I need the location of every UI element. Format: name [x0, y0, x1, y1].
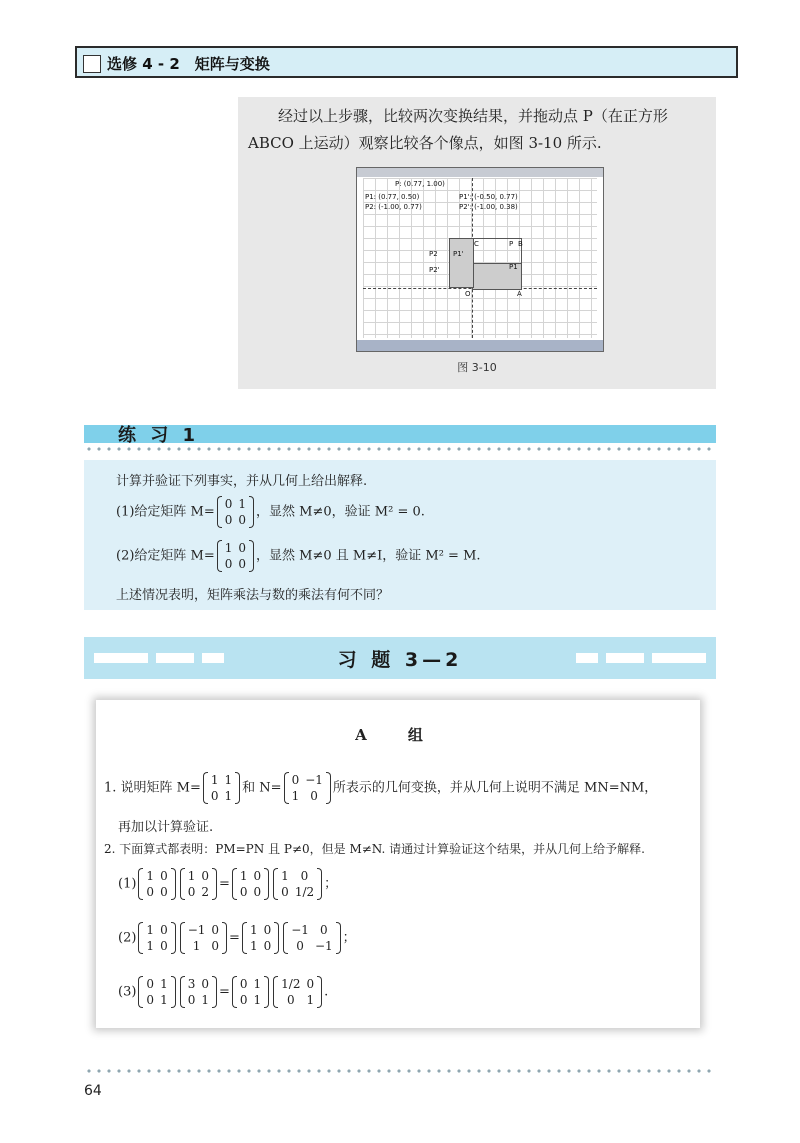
chapter-header: [75, 46, 738, 78]
item1-pre: (1)给定矩阵 M=: [116, 504, 215, 520]
page-number: 64: [84, 1083, 102, 1099]
window-titlebar: [357, 168, 603, 177]
matrix-m1: 0 1 0 0: [217, 496, 254, 528]
point-p: P: [509, 240, 514, 248]
equation-1: (1) 1 0 0 0 1 0 0 2 = 1 0 0 0 1 0 0 1/2 ；: [118, 869, 338, 899]
equation-2: (2) 1 0 1 0 −1 0 1 0 = 1 0 1 0 −1 0 0 −1 ；: [118, 923, 356, 953]
point-p1: P1: [509, 263, 518, 271]
matrix-qn: 0 −1 1 0: [284, 772, 331, 804]
practice-question: 上述情况表明，矩阵乘法与数的乘法有何不同？: [116, 588, 390, 603]
practice-title: 练 习 1: [118, 425, 200, 446]
exercise-title-bar: [84, 637, 716, 679]
dotted-divider: [84, 446, 716, 452]
label-p: P: (0.77, 1.00): [395, 180, 445, 188]
equation-3: (3) 0 1 0 1 3 0 0 1 = 0 1 0 1 1/2 0 0 1 .: [118, 977, 329, 1007]
practice-title-bar: [84, 425, 716, 446]
item2-post: ，显然 M≠0 且 M≠I，验证 M² = M.: [256, 548, 481, 564]
group-heading: A 组: [355, 726, 441, 744]
figure-caption: 图 3-10: [457, 361, 497, 374]
point-p2: P2: [429, 250, 438, 258]
matrix-qm: 1 1 0 1: [203, 772, 240, 804]
point-a: A: [517, 290, 522, 298]
point-p2-prime: P2': [429, 266, 440, 274]
label-p1: P1: (0.77, 0.50): [365, 193, 420, 201]
geometry-software-screenshot: [356, 167, 604, 352]
label-p1-prime: P1': (-0.50, 0.77): [459, 193, 518, 201]
footer-dotted-divider: [84, 1068, 716, 1074]
question-1-line-2: 再加以计算验证.: [118, 820, 214, 835]
chapter-title: 选修 4 - 2 矩阵与变换: [107, 55, 270, 73]
coordinate-grid: [363, 178, 597, 338]
item2-pre: (2)给定矩阵 M=: [116, 548, 215, 564]
point-p1-prime: P1': [453, 250, 464, 258]
point-o: O: [465, 290, 471, 298]
practice-intro: 计算并验证下列事实，并从几何上给出解释.: [116, 474, 368, 489]
point-c: C: [474, 240, 479, 248]
question-2: 2. 下面算式都表明：PM=PN 且 P≠0，但是 M≠N. 请通过计算验证这个结果，并从几何上给予解释.: [104, 842, 645, 856]
item1-post: ，显然 M≠0，验证 M² = 0.: [256, 504, 425, 520]
matrix-m2: 1 0 0 0: [217, 540, 254, 572]
header-square-icon: [83, 55, 101, 73]
image-rect-p2: [449, 238, 474, 288]
exercise-title: 习 题 3—2: [337, 649, 463, 671]
intro-paragraph: 经过以上步骤，比较两次变换结果，并拖动点 P（在正方形 ABCO 上运动）观察比较各个像点，如图 3-10 所示.: [248, 107, 668, 152]
taskbar: [357, 340, 603, 351]
label-p2: P2: (-1.00, 0.77): [365, 203, 422, 211]
point-b: B: [518, 240, 523, 248]
intro-box: [238, 97, 716, 389]
label-p2-prime: P2': (-1.00, 0.38): [459, 203, 518, 211]
question-1: 1. 说明矩阵 M= 1 1 0 1 和 N= 0 −1 1 0 所表示的几何变换，并从几何上说明不满足 MN=NM，: [104, 773, 658, 803]
practice-item-2: [116, 540, 481, 572]
exercise-box: [96, 700, 700, 1028]
practice-box: [84, 460, 716, 610]
practice-item-1: [116, 496, 425, 528]
